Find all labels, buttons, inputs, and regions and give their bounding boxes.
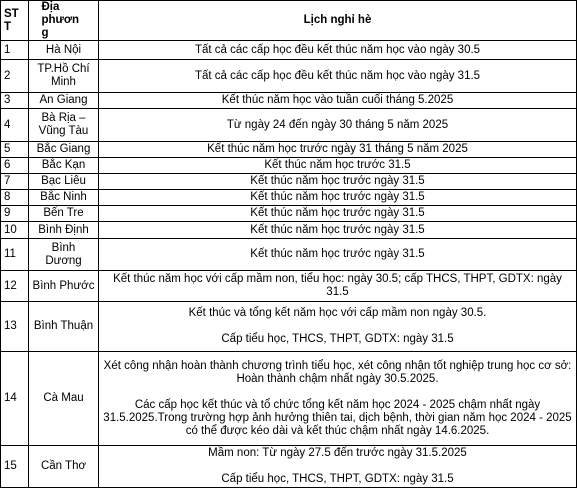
cell-stt: 3 (1, 93, 29, 109)
cell-schedule (99, 142, 577, 158)
schedule-paragraph: Kết thúc và tổng kết năm học với cấp mầm non ngày 30.5. (188, 307, 487, 319)
schedule-paragraph: Kết thúc năm học trước ngày 31.5 (250, 223, 425, 236)
cell-location: Bến Tre (29, 206, 99, 222)
cell-stt: 8 (1, 190, 29, 206)
cell-stt: 11 (1, 239, 29, 271)
cell-schedule (99, 41, 577, 60)
cell-schedule (99, 352, 577, 446)
table-row (1, 352, 577, 446)
cell-schedule (99, 93, 577, 109)
cell-schedule (99, 174, 577, 190)
cell-schedule (99, 222, 577, 239)
table-row (1, 60, 577, 93)
cell-schedule (99, 109, 577, 142)
schedule-paragraph: Kết thúc năm học vào tuần cuối tháng 5.2025 (221, 94, 454, 106)
paragraph-gap (102, 320, 573, 333)
cell-location: Bắc Kạn (29, 158, 99, 174)
table-row (1, 302, 577, 352)
cell-stt: 9 (1, 206, 29, 222)
cell-stt: 14 (1, 352, 29, 446)
schedule-paragraph: Tất cả các cấp học đều kết thúc năm học vào ngày 30.5 (194, 43, 481, 56)
cell-schedule (99, 190, 577, 206)
table-row (1, 109, 577, 142)
cell-stt: 5 (1, 142, 29, 158)
cell-schedule (99, 239, 577, 271)
cell-location: Hà Nội (29, 41, 99, 60)
cell-stt: 7 (1, 174, 29, 190)
table-row (1, 271, 577, 302)
cell-location: Bình Dương (29, 239, 99, 271)
header-row (1, 1, 577, 41)
cell-schedule (99, 206, 577, 222)
cell-stt: 2 (1, 60, 29, 93)
cell-stt: 10 (1, 222, 29, 239)
cell-location: Bình Thuận (29, 302, 99, 352)
header-stt: STT (1, 1, 29, 41)
cell-schedule (99, 158, 577, 174)
cell-stt: 6 (1, 158, 29, 174)
table-row (1, 239, 577, 271)
schedule-paragraph: Cấp tiểu học, THCS, THPT, GDTX: ngày 31.5 (221, 473, 454, 485)
schedule-paragraph: Kết thúc năm học trước ngày 31 tháng 5 năm 2025 (207, 143, 468, 155)
cell-schedule (99, 302, 577, 352)
table-row (1, 158, 577, 174)
cell-location: Cà Mau (29, 352, 99, 446)
cell-schedule (99, 60, 577, 93)
schedule-paragraph: Từ ngày 24 đến ngày 30 tháng 5 năm 2025 (226, 118, 449, 131)
paragraph-gap (102, 460, 573, 473)
schedule-paragraph: Kết thúc năm học trước ngày 31.5 (250, 248, 425, 260)
table-row (1, 41, 577, 60)
table-row (1, 190, 577, 206)
cell-location: Bà Rịa – Vũng Tàu (29, 109, 99, 142)
table-body (1, 41, 577, 488)
table-row (1, 446, 577, 488)
cell-location: Bình Phước (29, 271, 99, 302)
header-schedule: Lịch nghỉ hè (99, 1, 577, 41)
schedule-paragraph: Kết thúc năm học trước ngày 31.5 (250, 191, 425, 203)
cell-location: Cần Thơ (29, 446, 99, 488)
schedule-paragraph: Các cấp học kết thúc và tổ chức tổng kết năm học 2024 - 2025 chậm nhất ngày 31.5.2025.Trong trường hợp ảnh hưởng thiên tai, dịch bệnh, thời gian năm học 2024 - 2025 có thể được kéo dài và kết thúc chậm nhất ngày 14.6.2025. (103, 398, 572, 437)
schedule-paragraph: Kết thúc năm học với cấp mầm non, tiểu học: ngày 30.5; cấp THCS, THPT, GDTX: ngày 31.5 (113, 273, 562, 298)
cell-schedule (99, 446, 577, 488)
schedule-paragraph: Mầm non: Từ ngày 27.5 đến trước ngày 31.5.2025 (208, 447, 467, 459)
cell-stt: 12 (1, 271, 29, 302)
schedule-paragraph: Kết thúc năm học trước ngày 31.5 (250, 207, 425, 219)
cell-location: Bình Định (29, 222, 99, 239)
cell-location: Bắc Giang (29, 142, 99, 158)
table-row (1, 93, 577, 109)
cell-stt: 4 (1, 109, 29, 142)
cell-schedule (99, 271, 577, 302)
cell-location: An Giang (29, 93, 99, 109)
cell-location: TP.Hồ Chí Minh (29, 60, 99, 93)
table-row (1, 142, 577, 158)
schedule-paragraph: Xét công nhận hoàn thành chương trình tiểu học, xét công nhận tốt nghiệp trung học cơ sở: Hoàn thành chậm nhất ngày 30.5.2025. (103, 359, 572, 385)
cell-stt: 1 (1, 41, 29, 60)
paragraph-gap (102, 386, 573, 399)
table-row (1, 222, 577, 239)
schedule-paragraph: Cấp tiểu học, THCS, THPT, GDTX: ngày 31.5 (221, 333, 454, 345)
cell-stt: 15 (1, 446, 29, 488)
cell-location: Bắc Ninh (29, 190, 99, 206)
schedule-paragraph: Kết thúc năm học trước 31.5 (264, 159, 411, 171)
table-row (1, 206, 577, 222)
schedule-paragraph: Tất cả các cấp học đều kết thúc năm học vào ngày 31.5 (194, 69, 481, 82)
schedule-paragraph: Kết thúc năm học trước ngày 31.5 (250, 175, 425, 187)
table-row (1, 174, 577, 190)
cell-location: Bạc Liêu (29, 174, 99, 190)
cell-stt: 13 (1, 302, 29, 352)
header-location (29, 1, 99, 41)
header-location-text: Địa phương (41, 1, 80, 39)
